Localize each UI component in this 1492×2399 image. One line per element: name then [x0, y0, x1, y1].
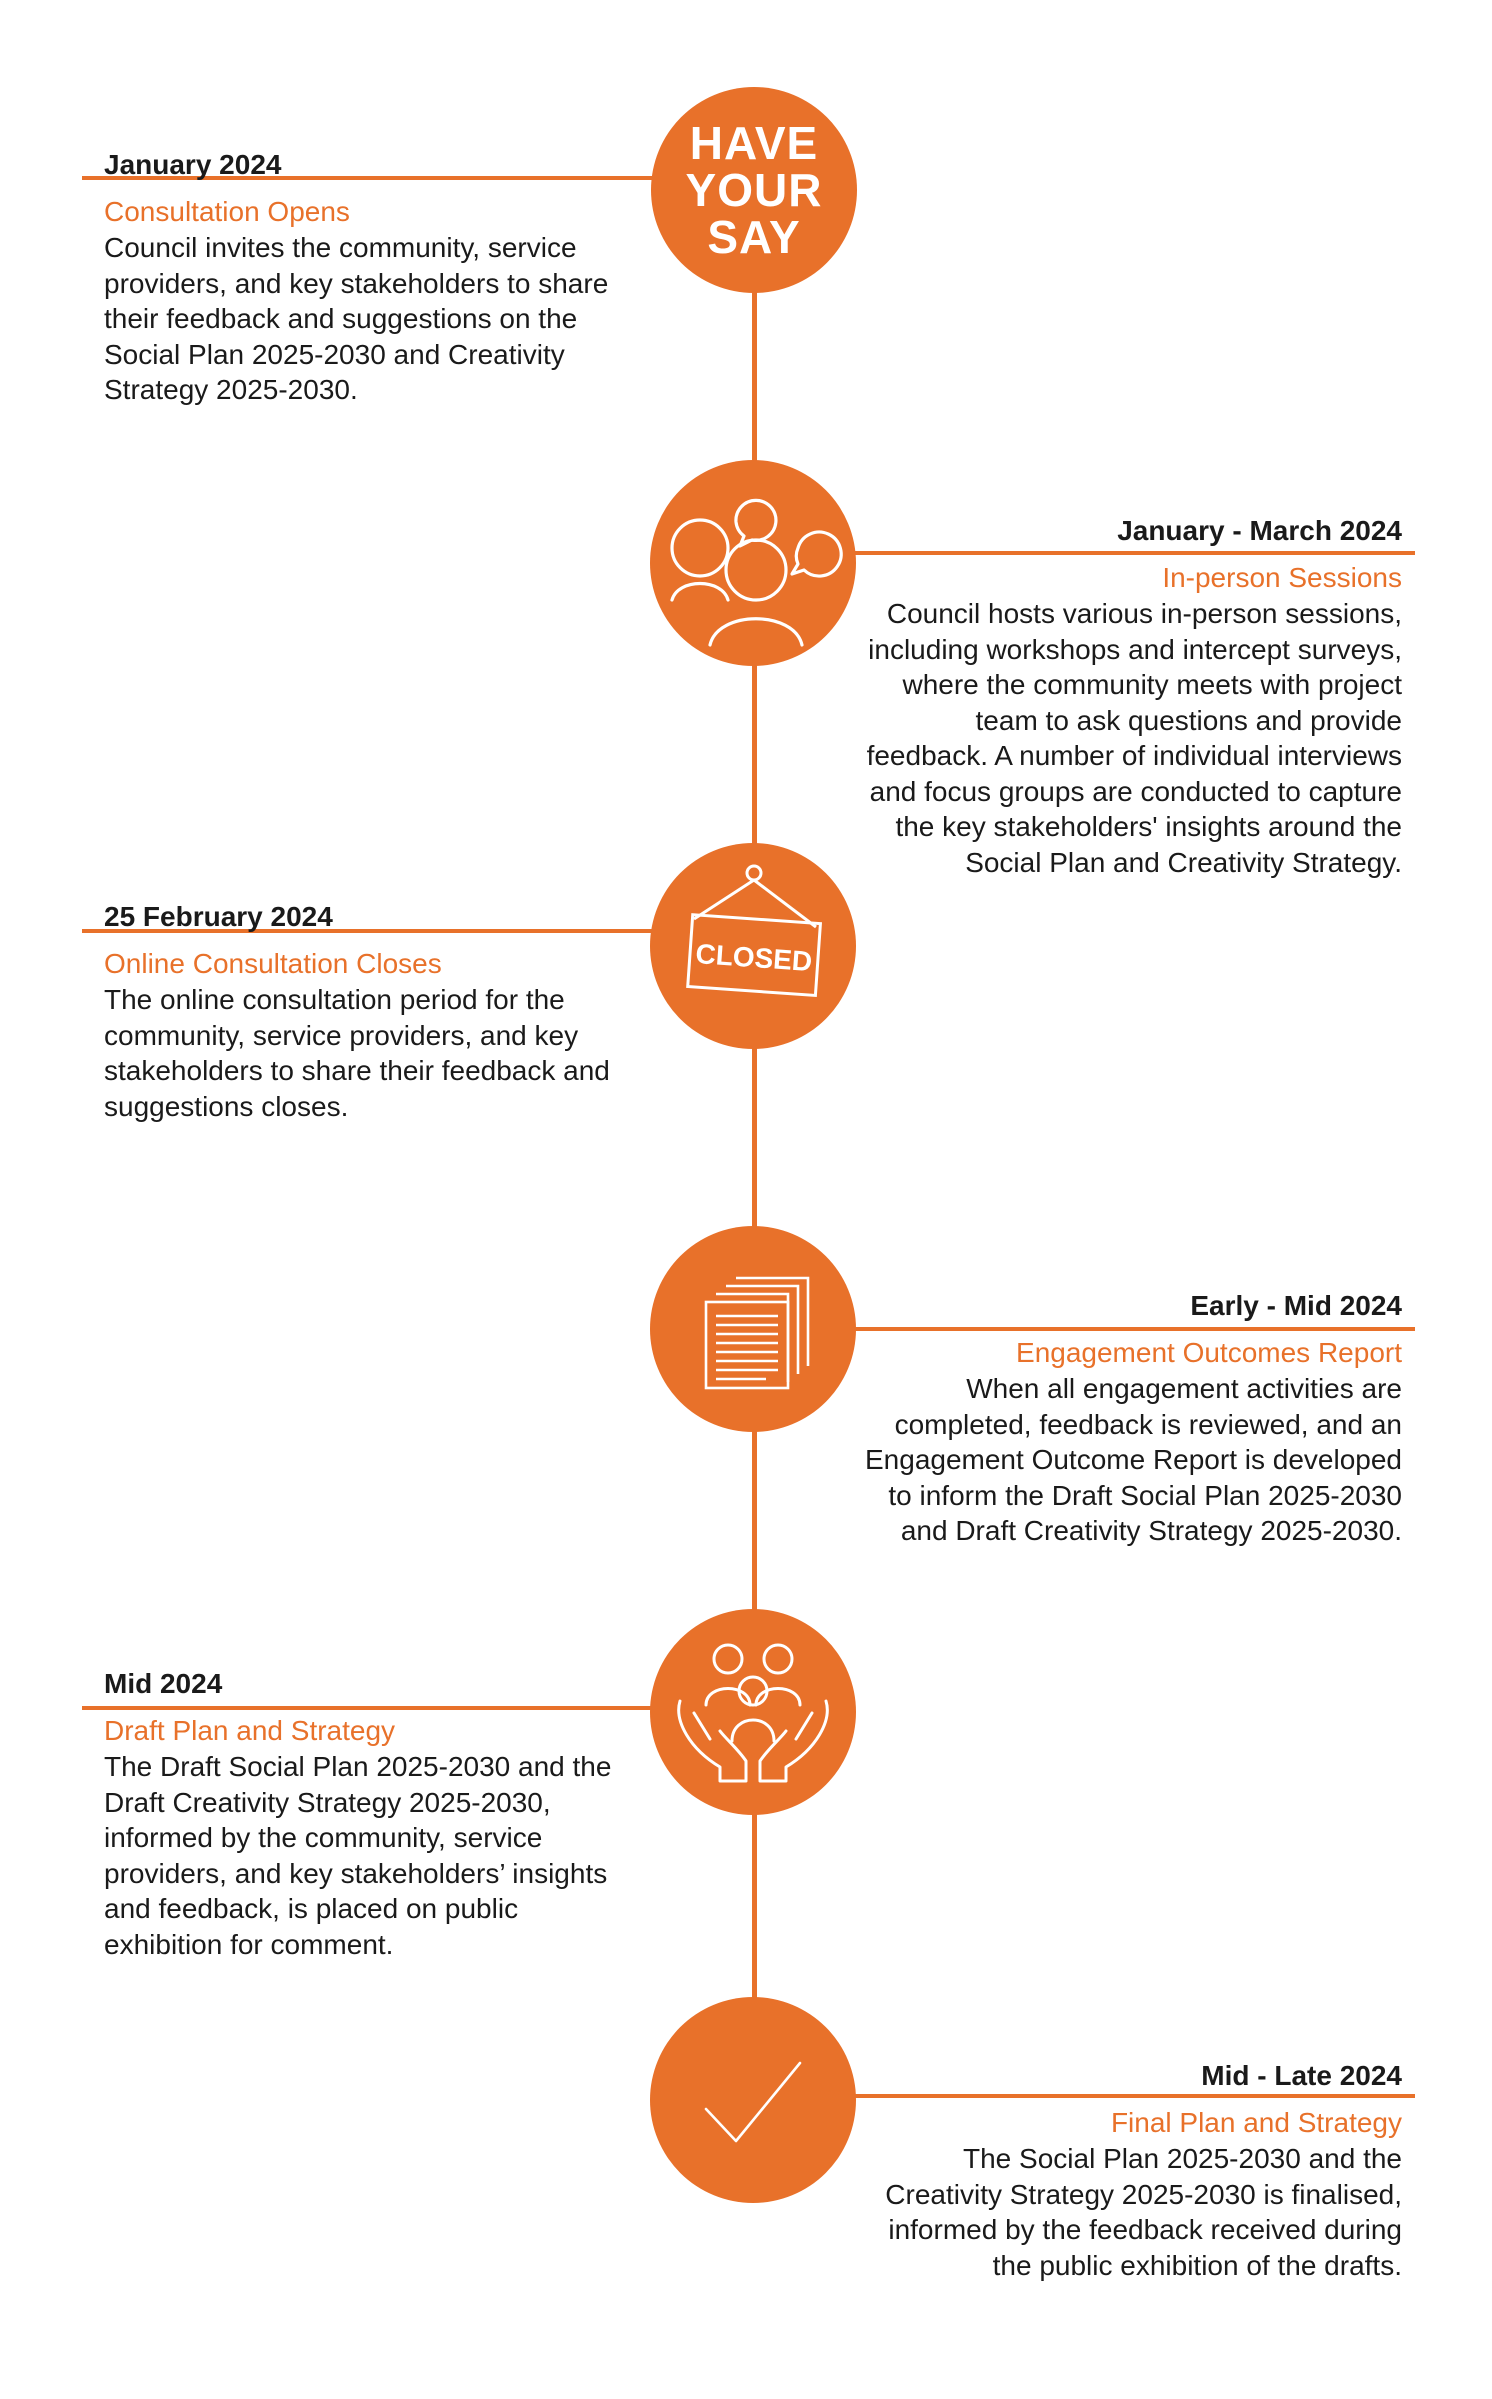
milestone-entry [850, 514, 1402, 880]
milestone-description: The Social Plan 2025-2030 and the Creativity Strategy 2025-2030 is finalised, informed by the feedback received during the public exhibition of the drafts. [885, 2143, 1402, 2281]
milestone-title: Final Plan and Strategy [1110, 2107, 1402, 2138]
milestone-description: The Draft Social Plan 2025-2030 and the Draft Creativity Strategy 2025-2030, informed by the community, service providers, and key stakeholders’ insights and feedback, is placed on public exhibition for comment. [104, 1751, 612, 1960]
milestone-description: Council hosts various in-person sessions, including workshops and intercept surveys, where the community meets with project team to ask questions and provide feedback. A number of individual interviews and focus groups are conducted to capture the key stakeholders' insights around the Social Plan and Creativity Strategy. [866, 598, 1402, 878]
milestone-date: January 2024 [104, 149, 282, 180]
have-your-say-badge [651, 87, 857, 293]
documents-stack-icon [650, 1226, 856, 1432]
milestone-date: Mid 2024 [104, 1668, 223, 1699]
badge-line: HAVE [689, 116, 819, 169]
milestone-entry [104, 1667, 644, 1962]
milestone-entry [104, 148, 644, 408]
people-conversation-icon [650, 460, 856, 666]
milestone-title: Online Consultation Closes [104, 948, 442, 979]
milestone-date: 25 February 2024 [104, 901, 333, 932]
closed-sign-icon [650, 843, 856, 1049]
milestone-date: January - March 2024 [1117, 515, 1402, 546]
milestone-title: In-person Sessions [1162, 562, 1402, 593]
badge-line: YOUR [685, 163, 823, 216]
milestone-entry [850, 2059, 1402, 2283]
badge-line: SAY [707, 210, 801, 263]
milestone-date: Mid - Late 2024 [1201, 2060, 1402, 2091]
milestone-entry [104, 900, 644, 1124]
checkmark-icon [650, 1997, 856, 2203]
closed-sign-text: CLOSED [694, 938, 814, 978]
milestone-title: Consultation Opens [104, 196, 350, 227]
milestone-entry [850, 1289, 1402, 1549]
milestone-title: Engagement Outcomes Report [1016, 1337, 1402, 1368]
milestone-title: Draft Plan and Strategy [104, 1715, 396, 1746]
milestone-description: When all engagement activities are completed, feedback is reviewed, and an Engagement Outcome Report is developed to inform the Draft Social Plan 2025-2030 and Draft Creativity Strategy 2025-2030. [865, 1373, 1402, 1546]
milestone-description: The online consultation period for the community, service providers, and key stakeholders to share their feedback and suggestions closes. [104, 984, 610, 1122]
milestone-date: Early - Mid 2024 [1190, 1290, 1402, 1321]
milestone-description: Council invites the community, service providers, and key stakeholders to share their feedback and suggestions on the Social Plan 2025-2030 and Creativity Strategy 2025-2030. [104, 232, 609, 405]
community-hands-icon [650, 1609, 856, 1815]
